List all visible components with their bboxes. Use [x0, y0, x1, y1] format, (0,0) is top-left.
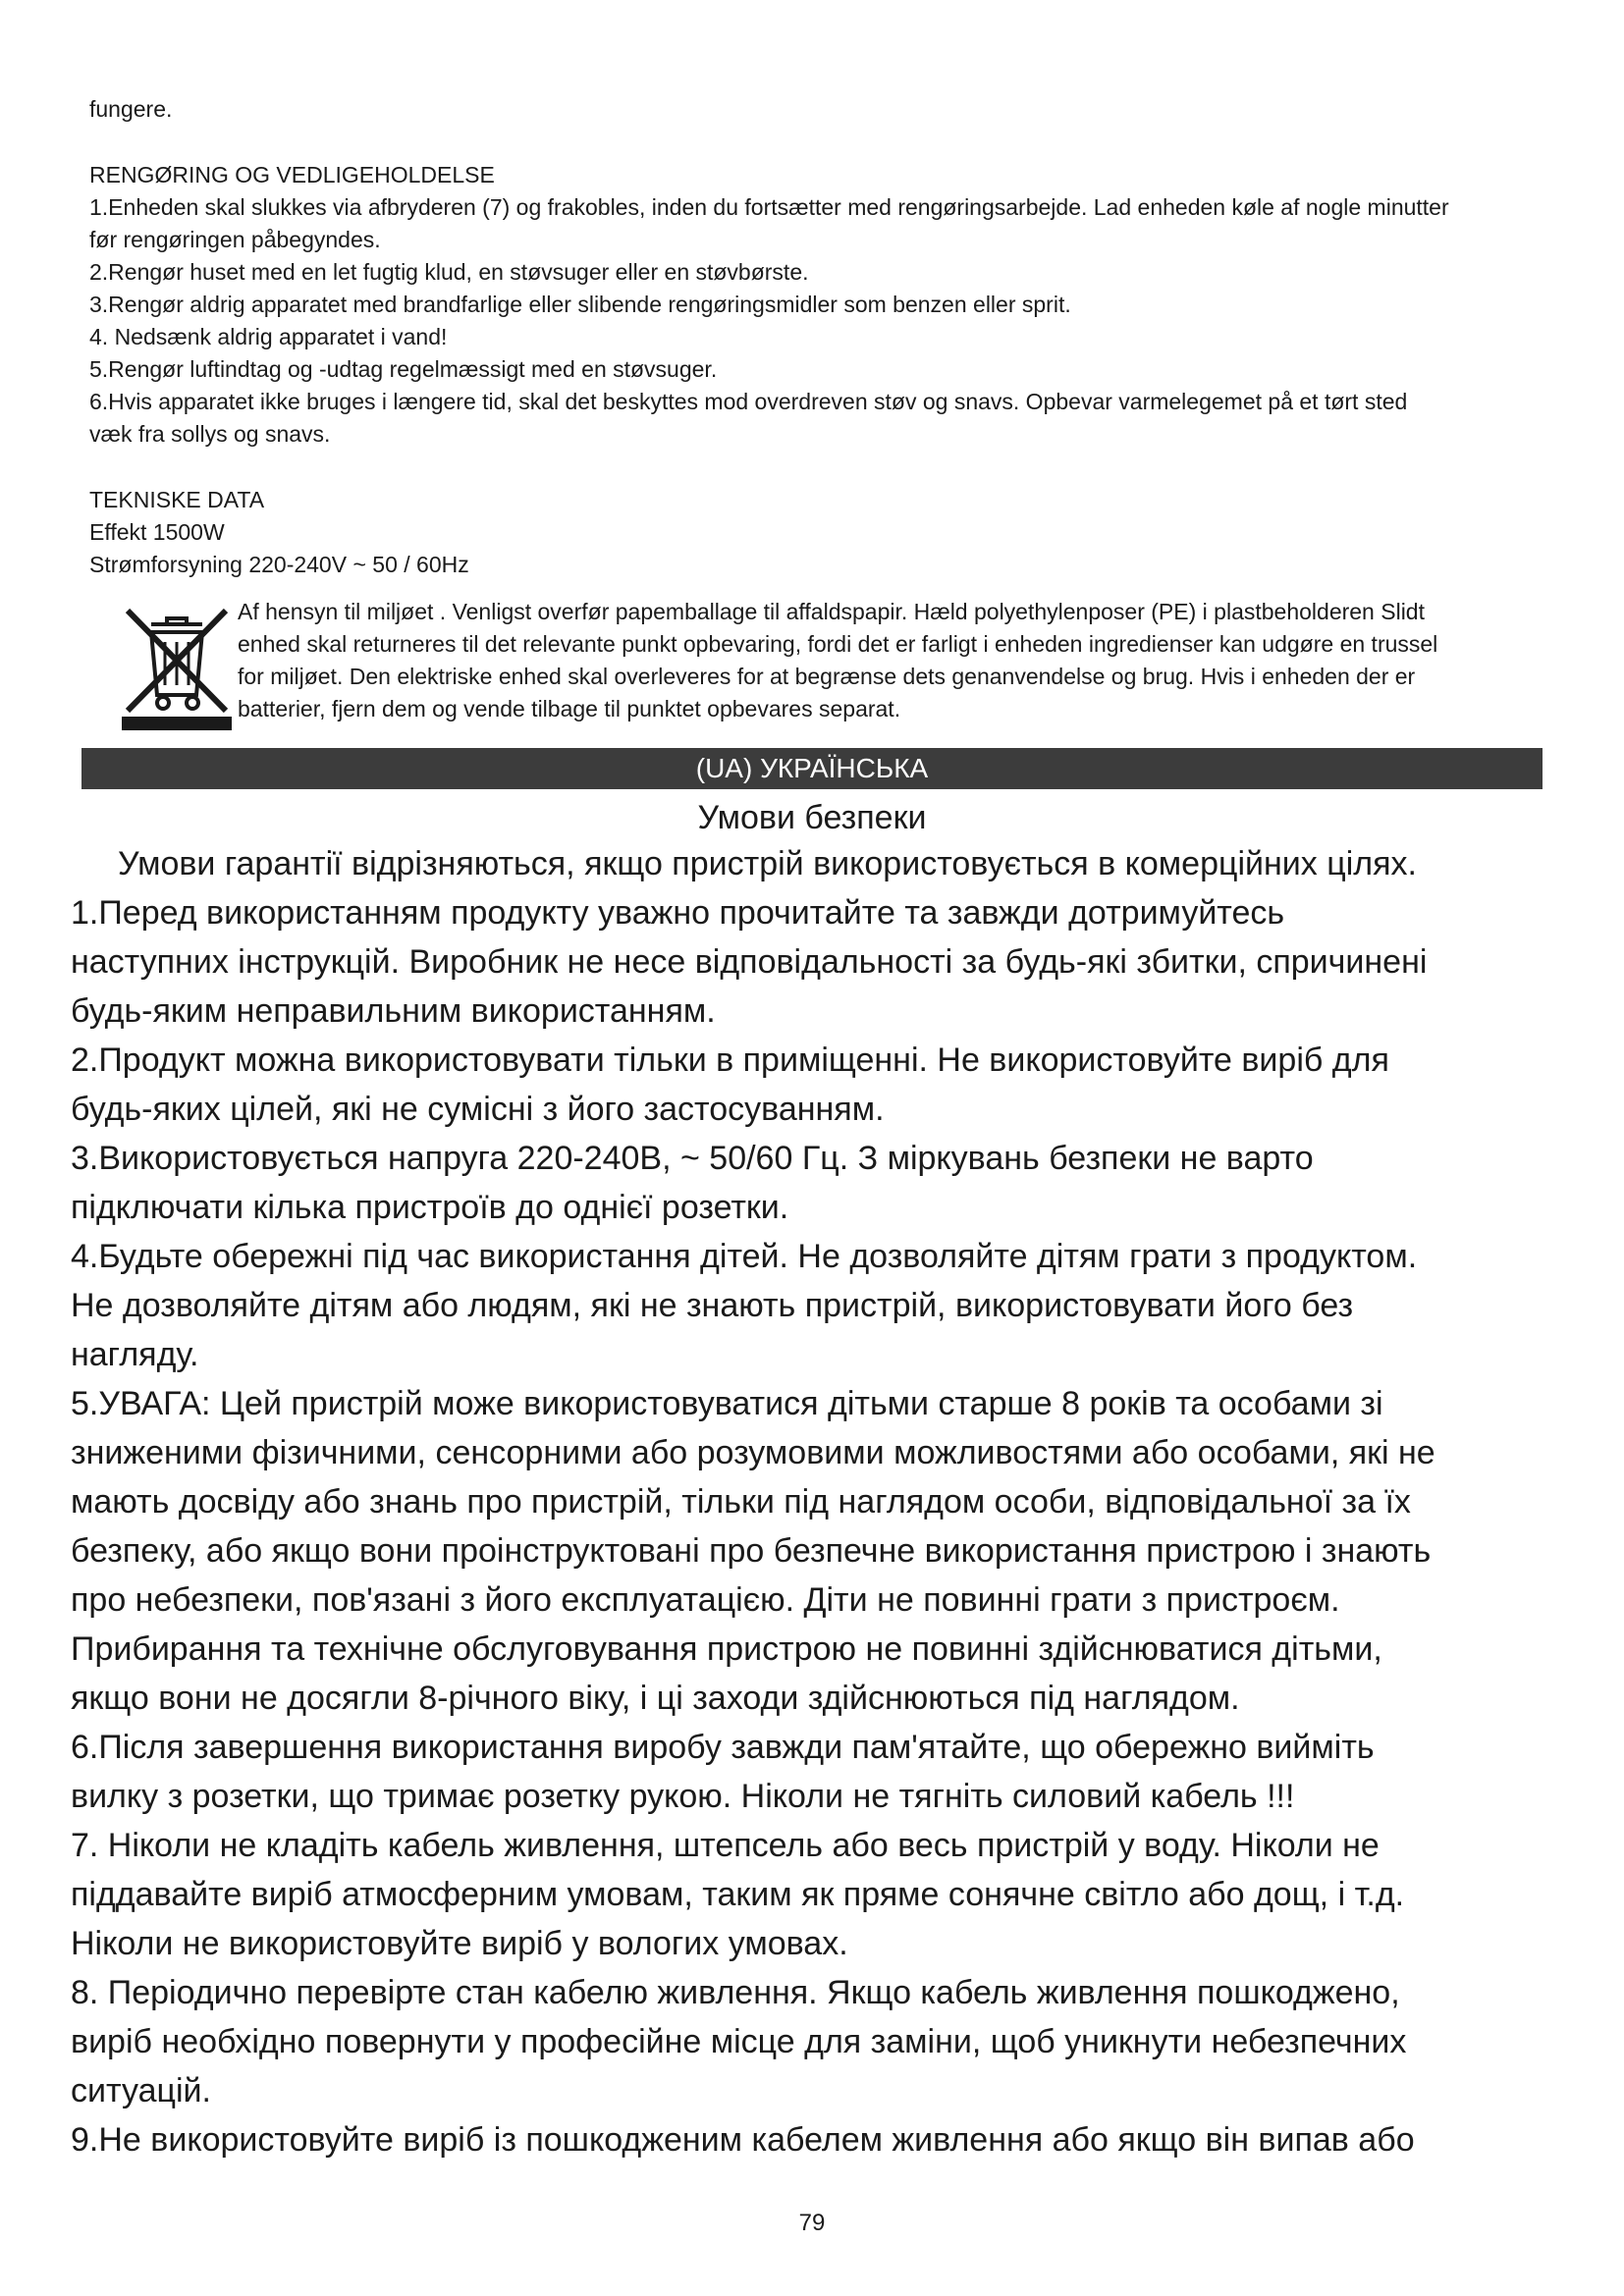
top-fragment: fungere.	[89, 96, 173, 122]
text-line: 7. Ніколи не кладіть кабель живлення, штепсель або весь пристрій у воду. Ніколи не	[71, 1827, 1380, 1864]
cleaning-line: 6.Hvis apparatet ikke bruges i længere tid, skal det beskyttes mod overdreven støv og snavs. Opbevar varmelegemet på et tørt sted	[89, 389, 1408, 414]
text-line: Ніколи не використовуйте виріб у вологих умовах.	[71, 1925, 848, 1962]
environment-line: batterier, fjern dem og vende tilbage til punktet opbevares separat.	[238, 696, 901, 721]
text-line: наступних інструкцій. Виробник не несе відповідальності за будь-які збитки, спричинені	[71, 943, 1428, 981]
cleaning-line: 2.Rengør huset med en let fugtig klud, en støvsuger eller en støvbørste.	[89, 259, 809, 285]
tech-line: Strømforsyning 220-240V ~ 50 / 60Hz	[89, 552, 469, 577]
cleaning-line: 1.Enheden skal slukkes via afbryderen (7) og frakobles, inden du fortsætter med rengøringsarbejde. Lad enheden køle af nogle minutter	[89, 194, 1449, 220]
section-title-bar: (UA) УКРАЇНСЬКА	[81, 748, 1543, 789]
text-line: вилку з розетки, що тримає розетку рукою. Ніколи не тягніть силовий кабель !!!	[71, 1778, 1295, 1815]
text-line: 5.УВАГА: Цей пристрій може використовуватися дітьми старше 8 років та особами зі	[71, 1385, 1383, 1422]
text-line: Не дозволяйте дітям або людям, які не знають пристрій, використовувати його без	[71, 1287, 1354, 1324]
environment-notice	[238, 596, 1543, 725]
text-line: піддавайте виріб атмосферним умовам, таким як пряме сонячне світло або дощ, і т.д.	[71, 1876, 1405, 1913]
cleaning-line: før rengøringen påbegyndes.	[89, 227, 381, 252]
text-line: якщо вони не досягли 8-річного віку, і ці заходи здійснюються під наглядом.	[71, 1680, 1240, 1717]
environment-line: for miljøet. Den elektriske enhed skal overleveres for at begrænse dets genanvendelse og brug. Hvis i enheden der er	[238, 664, 1416, 689]
text-line: про небезпеки, пов'язані з його експлуатацією. Діти не повинні грати з пристроєм.	[71, 1581, 1340, 1619]
page-number: 79	[798, 2210, 826, 2236]
environment-line: enhed skal returneres til det relevante punkt opbevaring, fordi det er farligt i enheden ingredienser kan udgøre en trussel	[238, 631, 1438, 657]
tech-line: Effekt 1500W	[89, 519, 225, 545]
text-line: 3.Використовується напруга 220-240В, ~ 50/60 Гц. З міркувань безпеки не варто	[71, 1140, 1314, 1177]
text-line: будь-яким неправильним використанням.	[71, 992, 716, 1030]
tech-heading: TEKNISKE DATA	[89, 487, 265, 512]
text-line: 2.Продукт можна використовувати тільки в приміщенні. Не використовуйте виріб для	[71, 1041, 1389, 1079]
text-line: будь-яких цілей, які не сумісні з його застосуванням.	[71, 1091, 885, 1128]
text-line: безпеку, або якщо вони проінструктовані про безпечне використання пристрою і знають	[71, 1532, 1432, 1570]
text-line: зниженими фізичними, сенсорними або розумовими можливостями або особами, які не	[71, 1434, 1435, 1471]
danish-cleaning-section	[89, 93, 1543, 581]
text-line: нагляду.	[71, 1336, 199, 1373]
text-line: підключати кілька пристроїв до однієї розетки.	[71, 1189, 789, 1226]
text-line: мають досвіду або знань про пристрій, тільки під наглядом особи, відповідальної за їх	[71, 1483, 1411, 1521]
cleaning-line: 4. Nedsænk aldrig apparatet i vand!	[89, 324, 448, 349]
ukrainian-safety-text	[71, 839, 1553, 2164]
text-line: виріб необхідно повернути у професійне місце для заміни, щоб уникнути небезпечних	[71, 2023, 1407, 2060]
text-line: Прибирання та технічне обслуговування пристрою не повинні здійснюватися дітьми,	[71, 1630, 1382, 1668]
text-line: 6.Після завершення використання виробу завжди пам'ятайте, що обережно вийміть	[71, 1729, 1375, 1766]
cleaning-line: 5.Rengør luftindtag og -udtag regelmæssigt med en støvsuger.	[89, 356, 718, 382]
intro-line: Умови гарантії відрізняються, якщо пристрій використовується в комерційних цілях.	[118, 845, 1417, 882]
text-line: ситуацій.	[71, 2072, 211, 2109]
environment-line: Af hensyn til miljøet . Venligst overfør papemballage til affaldspapir. Hæld polyethylenposer (PE) i plastbeholderen Slidt	[238, 599, 1425, 624]
cleaning-line: væk fra sollys og snavs.	[89, 421, 331, 447]
text-line: 9.Не використовуйте виріб із пошкодженим кабелем живлення або якщо він випав або	[71, 2121, 1415, 2159]
section-subtitle: Умови безпеки	[697, 799, 927, 836]
weee-bin-icon	[108, 601, 245, 733]
text-line: 1.Перед використанням продукту уважно прочитайте та завжди дотримуйтесь	[71, 894, 1285, 932]
text-line: 8. Періодично перевірте стан кабелю живлення. Якщо кабель живлення пошкоджено,	[71, 1974, 1400, 2011]
cleaning-heading: RENGØRING OG VEDLIGEHOLDELSE	[89, 162, 495, 187]
text-line: 4.Будьте обережні під час використання дітей. Не дозволяйте дітям грати з продуктом.	[71, 1238, 1418, 1275]
cleaning-line: 3.Rengør aldrig apparatet med brandfarlige eller slibende rengøringsmidler som benzen eller sprit.	[89, 292, 1071, 317]
